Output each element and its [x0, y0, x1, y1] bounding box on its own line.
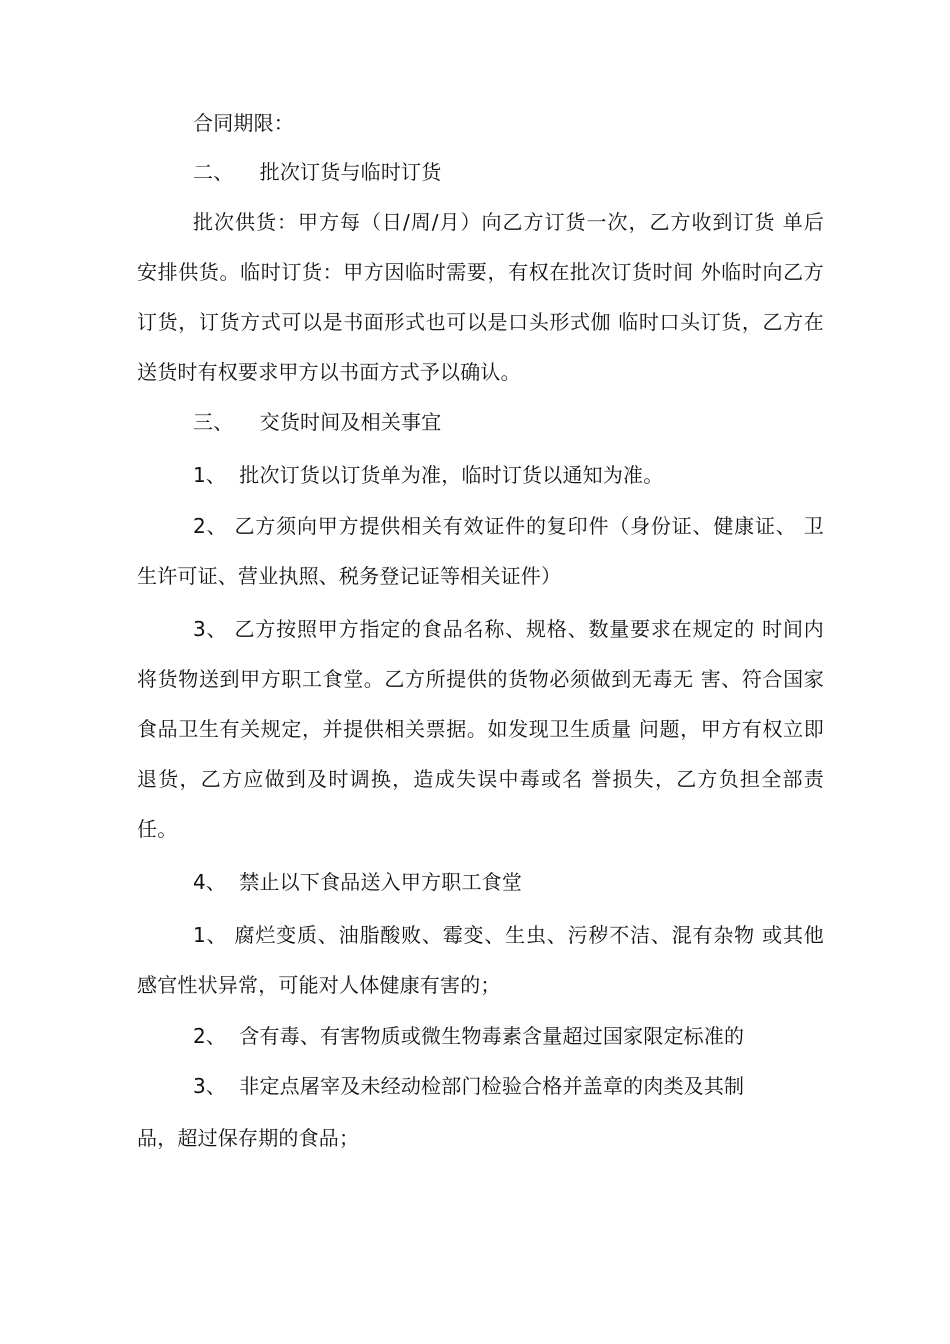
section3-sub3-line1: 3、 非定点屠宰及未经动检部门检验合格并盖章的肉类及其制 — [193, 1074, 745, 1098]
section3-item3-line3: 食品卫生有关规定，并提供相关票据。如发现卫生质量 问题，甲方有权立即 — [137, 717, 824, 741]
section3-item2-line2: 生许可证、营业执照、税务登记证等相关证件） — [137, 564, 562, 588]
section3-item1: 1、 批次订货以订货单为准，临时订货以通知为准。 — [193, 463, 664, 487]
contract-term-label: 合同期限： — [193, 111, 294, 135]
section3-heading: 三、 交货时间及相关事宜 — [193, 410, 442, 434]
section3-item3-line5: 任。 — [137, 817, 178, 841]
section2-heading: 二、 批次订货与临时订货 — [193, 160, 442, 184]
section3-sub2: 2、 含有毒、有害物质或微生物毒素含量超过国家限定标准的 — [193, 1024, 745, 1048]
section2-p1-line2: 安排供货。临时订货：甲方因临时需要，有权在批次订货时间 外临时向乙方 — [137, 260, 824, 284]
section3-item3-line2: 将货物送到甲方职工食堂。乙方所提供的货物必须做到无毒无 害、符合国家 — [137, 667, 824, 691]
section2-p1-line1: 批次供货：甲方每（日/周/月）向乙方订货一次，乙方收到订货 单后 — [193, 210, 824, 234]
section3-item3-line1: 3、 乙方按照甲方指定的食品名称、规格、数量要求在规定的 时间内 — [193, 617, 824, 641]
section3-item2-line1: 2、 乙方须向甲方提供相关有效证件的复印件（身份证、健康证、 卫 — [193, 514, 824, 538]
section3-item3-line4: 退货，乙方应做到及时调换，造成失误中毒或名 誉损失，乙方负担全部责 — [137, 767, 824, 791]
section2-p1-line4: 送货时有权要求甲方以书面方式予以确认。 — [137, 360, 521, 384]
section3-sub3-line2: 品，超过保存期的食品； — [137, 1126, 360, 1150]
section3-sub1-line2: 感官性状异常，可能对人体健康有害的； — [137, 973, 501, 997]
section3-item4: 4、 禁止以下食品送入甲方职工食堂 — [193, 870, 523, 894]
section2-p1-line3: 订货，订货方式可以是书面形式也可以是口头形式伽 临时口头订货，乙方在 — [137, 310, 824, 334]
section3-sub1-line1: 1、 腐烂变质、油脂酸败、霉变、生虫、污秽不洁、混有杂物 或其他 — [193, 923, 824, 947]
